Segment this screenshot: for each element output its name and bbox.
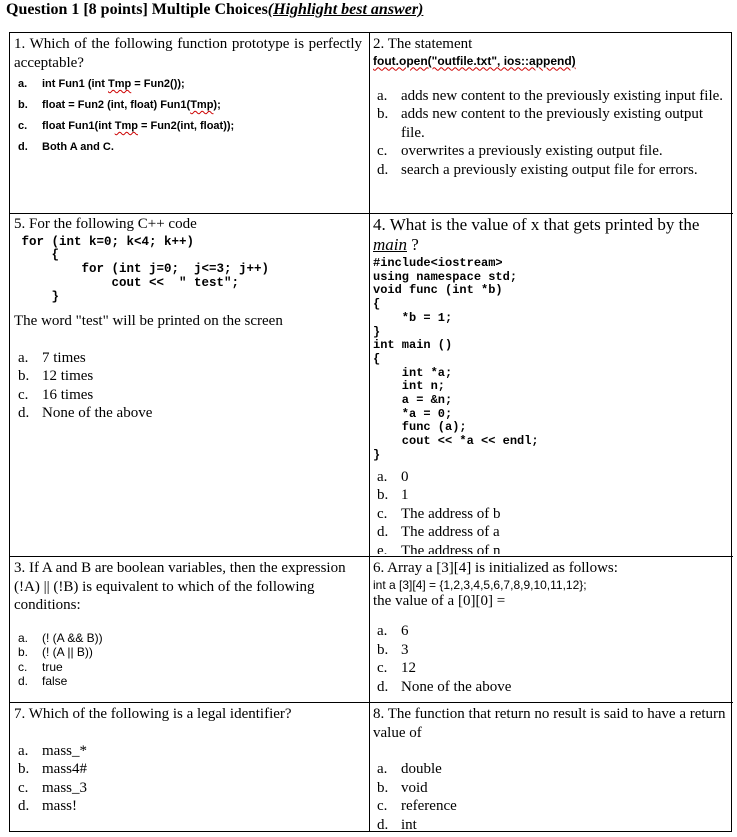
option-b[interactable]: b. (! (A || B))	[18, 645, 93, 659]
option-d[interactable]: d. false	[18, 674, 68, 688]
option-e[interactable]: e. The address of n	[377, 542, 501, 554]
option-c[interactable]: c. 12	[377, 660, 416, 676]
question-3-text: 3. If A and B are boolean variables, then the expression (!A) || (!B) is equivalent to which of the following conditions:	[14, 560, 346, 613]
column-divider	[369, 33, 370, 831]
option-c[interactable]: c. 16 times	[18, 386, 94, 403]
question-2	[373, 35, 729, 211]
question-4-options	[373, 468, 729, 554]
option-d[interactable]: d. None of the above	[18, 405, 153, 422]
question-1-options	[14, 77, 362, 161]
question-2-code: fout.open("outfile.txt", ios::append)	[373, 53, 576, 68]
question-6-stem: the value of a [0][0] =	[373, 592, 506, 609]
option-b[interactable]: b. void	[377, 779, 428, 796]
question-1-text: 1. Which of the following function prototype is perfectly acceptable?	[14, 36, 362, 71]
option-c[interactable]: c. The address of b	[377, 505, 501, 522]
option-b[interactable]: b. mass4#	[18, 761, 87, 777]
option-a[interactable]: a. 6	[377, 623, 409, 639]
question-6	[373, 559, 729, 700]
question-5-options	[14, 349, 362, 423]
option-a[interactable]: a. mass_*	[18, 742, 87, 759]
question-7-text: 7. Which of the following is a legal identifier?	[14, 706, 292, 722]
option-d[interactable]: d. The address of a	[377, 524, 500, 541]
option-a[interactable]: a. 0	[377, 468, 409, 485]
question-5	[14, 215, 362, 554]
option-c[interactable]: c. true	[18, 659, 63, 674]
page-heading	[6, 1, 423, 19]
option-d[interactable]: d. search a previously existing output file for errors.	[377, 161, 698, 178]
option-c[interactable]: c. reference	[377, 798, 457, 814]
question-4	[373, 215, 729, 554]
option-b[interactable]: b. 1	[377, 487, 409, 504]
question-7	[14, 705, 362, 831]
option-b[interactable]: b. 12 times	[18, 368, 94, 385]
option-d[interactable]: d. Both A and C.	[18, 141, 114, 153]
row-divider	[10, 213, 733, 214]
question-8	[373, 705, 729, 831]
option-b[interactable]: b. float = Fun2 (int, float) Fun1(Tmp);	[18, 99, 221, 111]
question-5-text: 5. For the following C++ code	[14, 216, 197, 232]
question-8-text: 8. The function that return no result is said to have a return value of	[373, 706, 726, 741]
question-grid	[9, 32, 732, 832]
option-b[interactable]: b. adds new content to the previously existing output file.	[377, 106, 704, 141]
option-a[interactable]: a. (! (A && B))	[18, 630, 103, 645]
question-2-options	[373, 87, 729, 180]
main-keyword: main	[373, 235, 407, 254]
option-a[interactable]: a. adds new content to the previously existing input file.	[377, 87, 724, 104]
question-6-options	[373, 622, 729, 696]
question-5-stem: The word "test" will be printed on the screen	[14, 313, 283, 330]
option-d[interactable]: d. None of the above	[377, 678, 512, 695]
question-6-code: int a [3][4] = {1,2,3,4,5,6,7,8,9,10,11,12};	[373, 577, 587, 592]
option-a[interactable]: a. double	[377, 761, 442, 777]
option-c[interactable]: c. overwrites a previously existing output file.	[377, 143, 663, 159]
heading-instruction: (Highlight best answer)	[267, 1, 424, 18]
question-3-options	[14, 631, 362, 689]
question-4-code: #include<iostream> using namespace std; void func (int *b) { *b = 1; } int main () { int *a; int n; a = &n; *a = 0; func (a); cout << *a << endl; }	[373, 256, 539, 462]
row-divider	[10, 702, 733, 703]
row-divider	[369, 556, 733, 557]
option-c[interactable]: c. float Fun1(int Tmp = Fun2(int, float));	[18, 120, 235, 132]
question-4-text: 4. What is the value of x that gets printed by the main ?	[373, 215, 700, 254]
question-7-options	[14, 742, 362, 816]
question-2-text: 2. The statement	[373, 36, 473, 52]
option-a[interactable]: a. int Fun1 (int Tmp = Fun2());	[18, 78, 185, 90]
question-3	[14, 559, 362, 700]
question-6-text: 6. Array a [3][4] is initialized as follows:	[373, 560, 618, 576]
option-d[interactable]: d. mass!	[18, 798, 77, 814]
option-a[interactable]: a. 7 times	[18, 349, 86, 366]
question-8-options	[373, 760, 729, 831]
row-divider	[10, 556, 369, 557]
heading-title: Question 1 [8 points] Multiple Choices	[6, 1, 268, 18]
option-c[interactable]: c. mass_3	[18, 779, 87, 796]
question-5-code: for (int k=0; k<4; k++) { for (int j=0; j<=3; j++) cout << " test"; }	[21, 234, 270, 304]
option-b[interactable]: b. 3	[377, 641, 409, 658]
option-d[interactable]: d. int	[377, 816, 417, 831]
question-1	[14, 35, 362, 211]
